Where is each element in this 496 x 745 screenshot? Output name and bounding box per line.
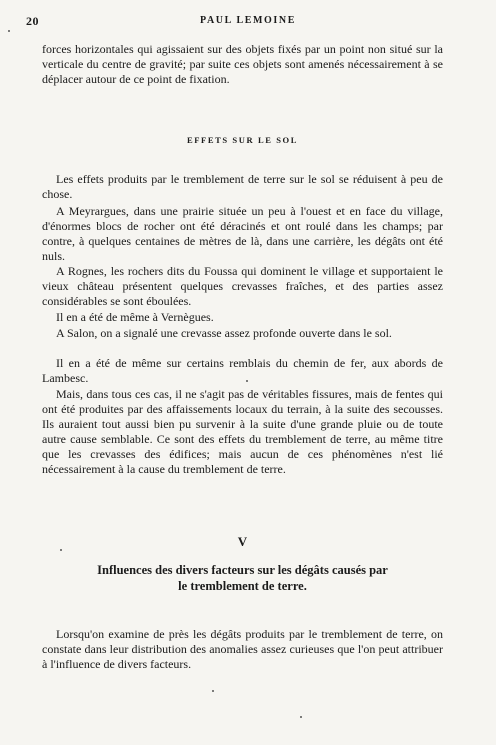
chapter-title [42, 562, 443, 594]
opening-paragraph: forces horizontales qui agissaient sur des objets fixés par un point non situé sur la verticale du centre de gravité; par suite ces objets sont amenés nécessairement à se déplacer autour de ce point de fixation. [42, 42, 443, 87]
closing-paragraph: Lorsqu'on examine de près les dégâts produits par le tremblement de terre, on constate dans leur distribution des anomalies assez curieuses que l'on peut attribuer à l'influence de divers facteurs. [42, 627, 443, 672]
running-head: PAUL LEMOINE [200, 15, 296, 26]
paragraph-5: A Salon, on a signalé une crevasse assez profonde ouverte dans le sol. [56, 326, 392, 340]
chapter-title-line-2: le tremblement de terre. [178, 579, 307, 593]
paragraph-7: Mais, dans tous ces cas, il ne s'agit pas de véritables fissures, mais de fentes qui ont été produites par des affaissements locaux du terrain, à la suite des secousses. Ils auraient tout aussi bien pu survenir à la suite d'une grande pluie ou de toute autre cause semblable. Ce sont des effets du tremblement de terre, au même titre que les crevasses des édifices; mais aucun de ces phénomènes n'est lié nécessairement à la cause du tremblement de terre. [42, 387, 443, 477]
print-speck [8, 30, 10, 32]
paragraph-4: Il en a été de même à Vernègues. [56, 310, 214, 324]
paragraph-6: Il en a été de même sur certains remblais du chemin de fer, aux abords de Lambesc. [42, 356, 443, 386]
print-speck [300, 716, 302, 718]
section-heading: EFFETS SUR LE SOL [186, 135, 299, 145]
page-header [26, 14, 470, 30]
chapter-numeral: V [237, 534, 248, 549]
paragraph-2: A Meyrargues, dans une prairie située un peu à l'ouest et en face du village, d'énormes blocs de rocher ont été déracinés et ont roulé dans les champs; par contre, à quelques centaines de mètres de là, dans une carrière, les dégâts ont été nuls. [42, 204, 443, 264]
print-speck [212, 690, 214, 692]
paragraph-3: A Rognes, les rochers dits du Foussa qui dominent le village et supportaient le vieux château présentent quelques crevasses fraîches, et des parties assez considérables se sont éboulées. [42, 264, 443, 309]
chapter-title-line-1: Influences des divers facteurs sur les dégâts causés par [97, 563, 388, 577]
paragraph-1: Les effets produits par le tremblement de terre sur le sol se réduisent à peu de chose. [42, 172, 443, 202]
print-speck [246, 380, 248, 382]
print-speck [60, 549, 62, 551]
page-number: 20 [26, 14, 39, 28]
